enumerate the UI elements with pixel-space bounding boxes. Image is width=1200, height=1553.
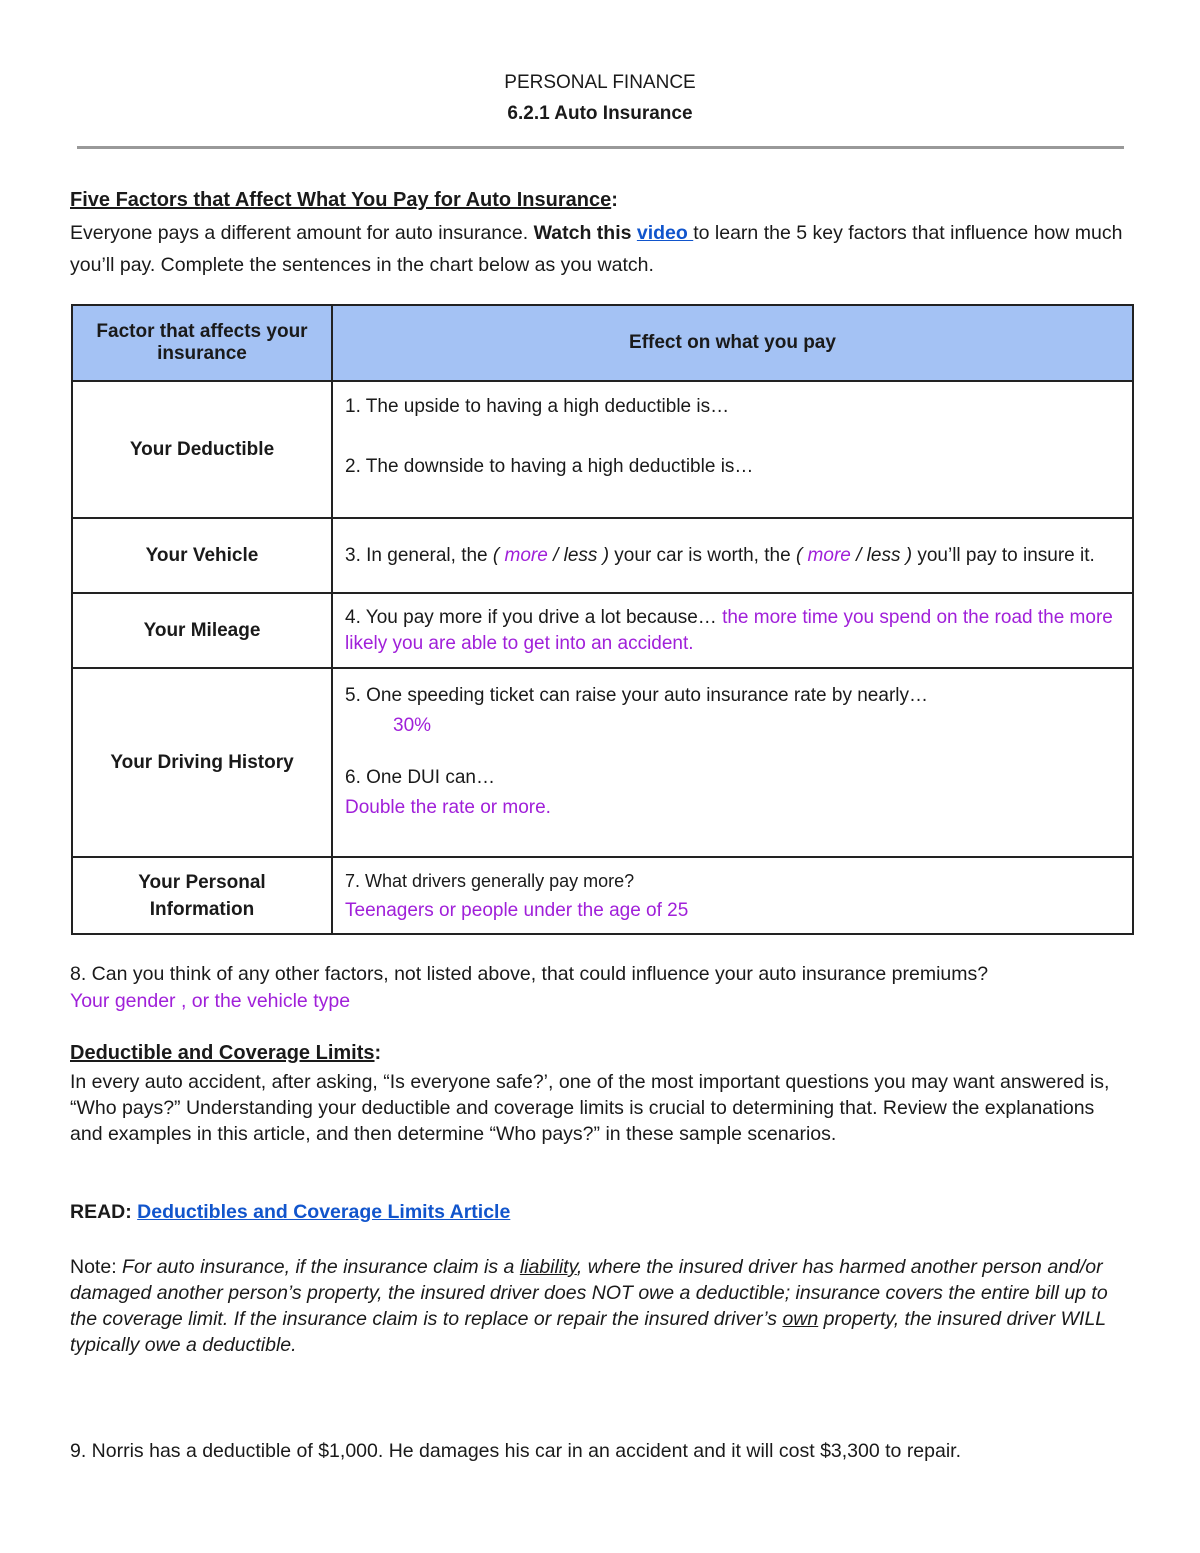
question-1: 1. The upside to having a high deductible is… bbox=[345, 396, 730, 417]
option-1-rest: / less ) bbox=[547, 544, 610, 566]
question-5: 5. One speeding ticket can raise your auto insurance rate by nearly… bbox=[345, 685, 928, 706]
read-label: READ: bbox=[70, 1201, 138, 1223]
note-liability: liability bbox=[519, 1256, 577, 1278]
section-title-colon: : bbox=[374, 1042, 382, 1064]
question-4: 4. You pay more if you drive a lot because… bbox=[345, 606, 723, 628]
read-line bbox=[70, 1201, 510, 1224]
note-text-3: property, the insured driver WILL typically owe a deductible. bbox=[70, 1308, 1106, 1356]
question-3-part-a: 3. In general, the bbox=[345, 544, 493, 566]
question-9: 9. Norris has a deductible of $1,000. He damages his car in an accident and it will cost $3,300 to repair. bbox=[70, 1440, 962, 1462]
option-1-circled-more: more bbox=[504, 544, 548, 566]
option-2-rest: / less ) bbox=[850, 544, 913, 566]
article-link[interactable]: Deductibles and Coverage Limits Article bbox=[137, 1201, 511, 1223]
factors-table bbox=[71, 304, 1134, 935]
intro-end: to learn the 5 key factors that influence how much you’ll pay. Complete the sentences in the chart below as you watch. bbox=[70, 222, 1123, 276]
effect-driving-history bbox=[332, 668, 1133, 857]
question-3-part-c: you’ll pay to insure it. bbox=[912, 544, 1095, 566]
section-title-deductible bbox=[70, 1042, 381, 1065]
factor-deductible: Your Deductible bbox=[72, 381, 332, 518]
col-header-effect: Effect on what you pay bbox=[332, 305, 1133, 381]
answer-8: Your gender , or the vehicle type bbox=[70, 990, 351, 1012]
table-row bbox=[72, 593, 1133, 668]
question-8: 8. Can you think of any other factors, not listed above, that could influence your auto insurance premiums? bbox=[70, 963, 989, 985]
section-title-five-factors bbox=[70, 189, 618, 212]
answer-7: Teenagers or people under the age of 25 bbox=[345, 899, 689, 921]
question-6: 6. One DUI can… bbox=[345, 767, 495, 788]
note-label: Note: bbox=[70, 1256, 123, 1278]
note-text-2: , where the insured driver has harmed another person and/or damaged another person’s property, the insured driver does NOT owe a deductible; insurance covers the entire bill up to the coverage limit. If the insurance claim is to replace or repair the insured driver’s bbox=[70, 1256, 1108, 1330]
question-8-block bbox=[70, 961, 988, 1015]
option-2-circled-more: more bbox=[807, 544, 851, 566]
col-header-factor: Factor that affects your insurance bbox=[72, 305, 332, 381]
intro-bold: Watch this bbox=[533, 222, 637, 244]
factor-mileage: Your Mileage bbox=[72, 593, 332, 668]
option-2-open: ( bbox=[795, 544, 808, 566]
question-2: 2. The downside to having a high deductible is… bbox=[345, 456, 754, 477]
answer-4: the more time you spend on the road the more likely you are able to get into an accident. bbox=[345, 606, 1113, 654]
course-title: PERSONAL FINANCE bbox=[504, 72, 696, 93]
intro-start: Everyone pays a different amount for auto insurance. bbox=[70, 222, 534, 244]
factor-driving-history: Your Driving History bbox=[72, 668, 332, 857]
question-7: 7. What drivers generally pay more? bbox=[345, 870, 635, 891]
effect-deductible bbox=[332, 381, 1133, 518]
deductible-paragraph: In every auto accident, after asking, “Is everyone safe?’, one of the most important questions you may want answered is, “Who pays?” Understanding your deductible and coverage limits is crucial to determining that. Review the explanations and examples in this article, and then determine “Who pays?” in these sample scenarios. bbox=[70, 1071, 1110, 1145]
effect-personal-information bbox=[332, 857, 1133, 934]
table-row bbox=[72, 381, 1133, 518]
intro-paragraph bbox=[70, 217, 1140, 281]
section-title-text: Deductible and Coverage Limits bbox=[70, 1042, 375, 1064]
table-row bbox=[72, 668, 1133, 857]
table-row bbox=[72, 857, 1133, 934]
table-header-row bbox=[72, 305, 1133, 381]
effect-mileage bbox=[332, 593, 1133, 668]
question-3-part-b: your car is worth, the bbox=[609, 544, 796, 566]
note-text-1: For auto insurance, if the insurance claim is a bbox=[122, 1256, 520, 1278]
note-own: own bbox=[782, 1308, 819, 1330]
video-link[interactable]: video bbox=[636, 222, 694, 244]
section-title-colon: : bbox=[611, 189, 618, 211]
lesson-title: 6.2.1 Auto Insurance bbox=[507, 103, 693, 124]
factor-vehicle: Your Vehicle bbox=[72, 518, 332, 593]
effect-vehicle bbox=[332, 518, 1133, 593]
answer-5: 30% bbox=[393, 715, 432, 736]
factor-personal-information: Your Personal Information bbox=[72, 857, 332, 934]
note-paragraph bbox=[70, 1254, 1130, 1358]
header-divider bbox=[77, 146, 1124, 149]
section-title-text: Five Factors that Affect What You Pay for Auto Insurance bbox=[70, 189, 612, 211]
answer-6: Double the rate or more. bbox=[345, 797, 551, 818]
table-row bbox=[72, 518, 1133, 593]
option-1-open: ( bbox=[492, 544, 505, 566]
